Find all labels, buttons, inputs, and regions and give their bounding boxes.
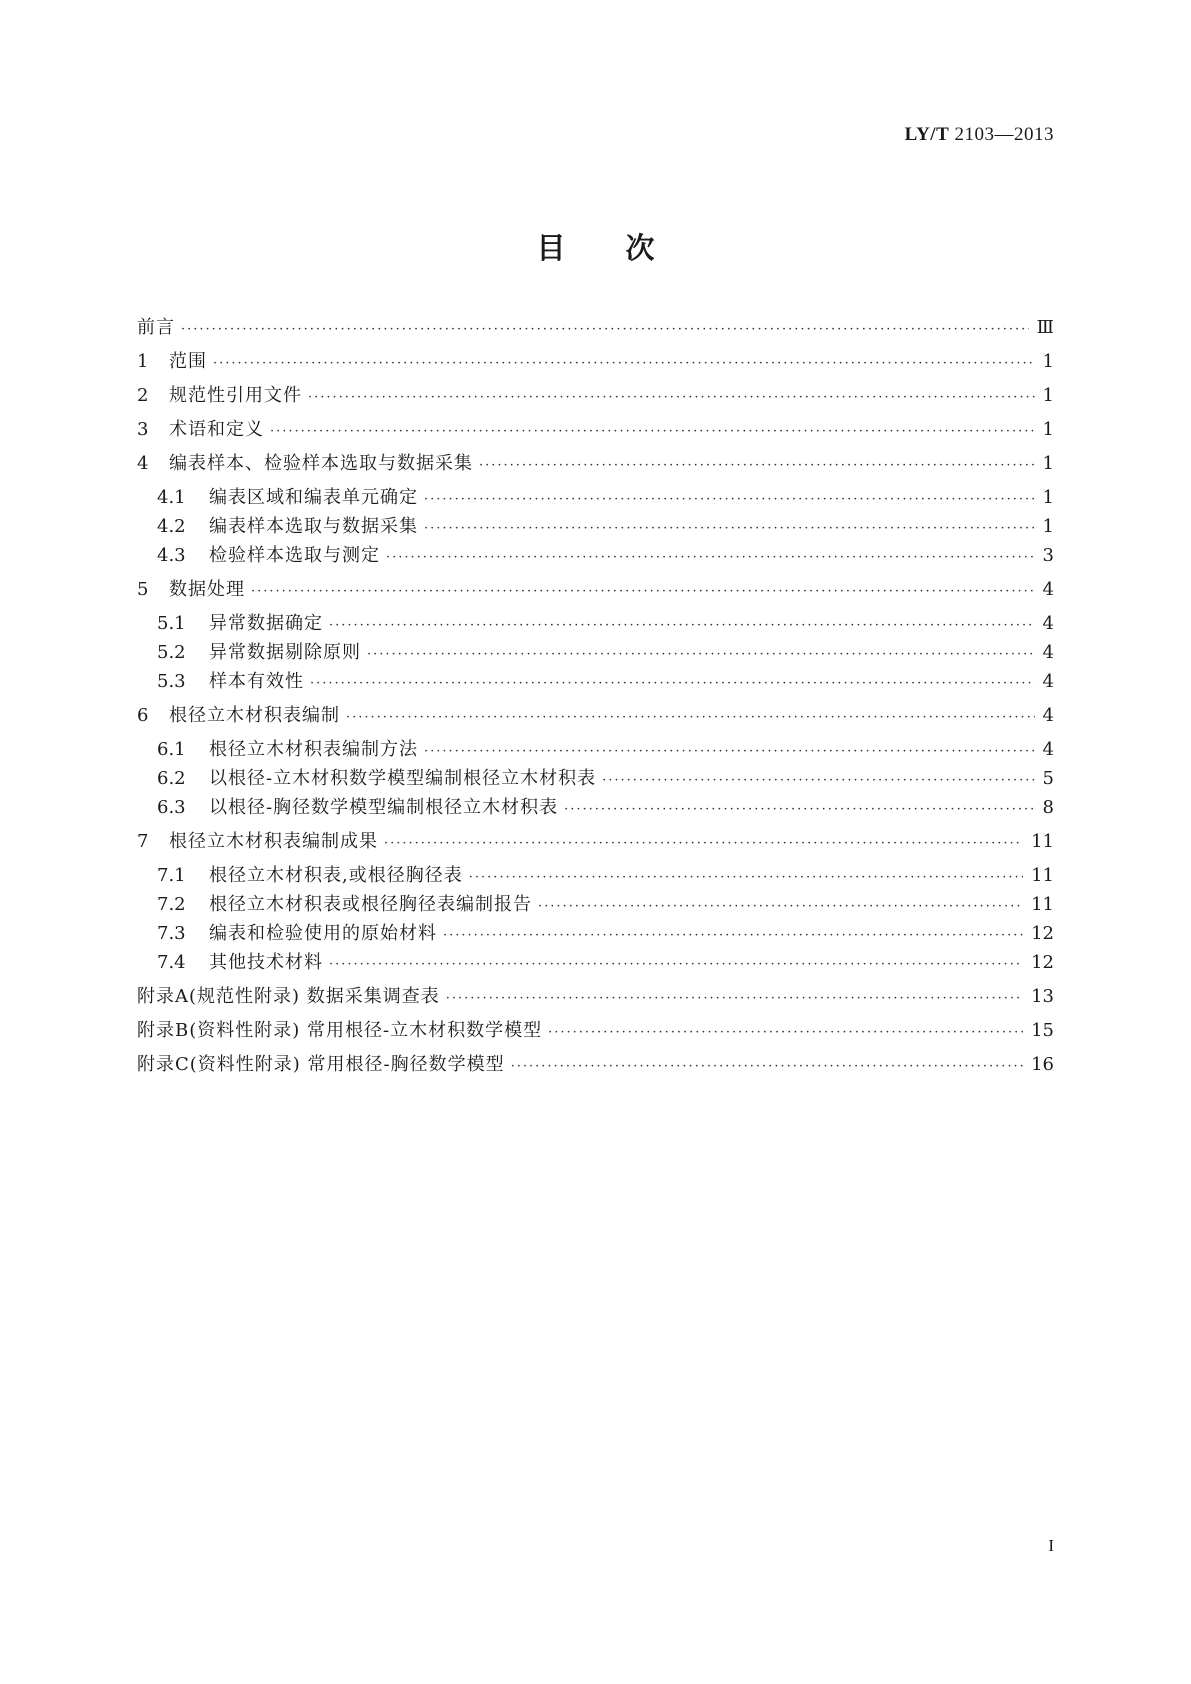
toc-entry-page: 4 [1042, 579, 1054, 600]
toc-entry[interactable] [157, 768, 1054, 792]
toc-entry[interactable] [137, 579, 1054, 603]
dot-leader [424, 489, 1035, 511]
toc-entry[interactable] [157, 923, 1054, 947]
toc-entry-page: 4 [1042, 613, 1054, 634]
toc-entry[interactable] [137, 351, 1054, 375]
toc-entry-number: 7.2 [157, 894, 186, 915]
toc-entry-page: 11 [1031, 894, 1054, 915]
toc-entry[interactable] [137, 705, 1054, 729]
toc-entry[interactable] [157, 642, 1054, 666]
toc-entry-title: 前言 [137, 317, 175, 338]
toc-entry-page: 3 [1042, 545, 1054, 566]
toc-entry[interactable] [157, 545, 1054, 569]
dot-leader [213, 353, 1035, 375]
toc-entry-number: 7.3 [157, 923, 186, 944]
toc-entry-page: 13 [1031, 986, 1054, 1007]
toc-entry-title: 编表样本、检验样本选取与数据采集 [169, 453, 473, 474]
toc-entry[interactable] [137, 385, 1054, 409]
toc-entry-title: 根径立木材积表或根径胸径表编制报告 [209, 894, 532, 915]
dot-leader [548, 1022, 1023, 1044]
toc-entry[interactable] [157, 952, 1054, 976]
toc-entry[interactable] [137, 831, 1054, 855]
dot-leader [346, 707, 1035, 729]
dot-leader [308, 387, 1035, 409]
toc-entry[interactable] [157, 487, 1054, 511]
dot-leader [310, 673, 1035, 695]
toc-entry-page: 11 [1031, 865, 1054, 886]
toc-entry-number: 5.2 [157, 642, 186, 663]
toc-entry-number: 6.3 [157, 797, 186, 818]
page-number: I [1048, 1536, 1054, 1555]
dot-leader [424, 741, 1035, 763]
toc-entry-title: 附录A(规范性附录) 数据采集调查表 [137, 986, 440, 1007]
toc-entry-title: 异常数据剔除原则 [209, 642, 361, 663]
toc-entry[interactable] [157, 516, 1054, 540]
toc-entry-title: 以根径-立木材积数学模型编制根径立木材积表 [209, 768, 597, 789]
toc-entry-page: 11 [1031, 831, 1054, 852]
toc-entry-page: 1 [1042, 516, 1054, 537]
toc-entry-title: 范围 [169, 351, 207, 372]
toc-entry-page: 1 [1042, 453, 1054, 474]
toc-entry[interactable] [157, 671, 1054, 695]
toc-entry-page: 4 [1042, 642, 1054, 663]
toc-entry-title: 根径立木材积表编制 [169, 705, 340, 726]
toc-entry-title: 术语和定义 [169, 419, 264, 440]
toc-entry-title: 异常数据确定 [209, 613, 323, 634]
toc-entry-page: 5 [1042, 768, 1054, 789]
toc-entry-title: 编表和检验使用的原始材料 [209, 923, 437, 944]
page-title: 目次 [536, 231, 715, 265]
document-code-number: 2103—2013 [954, 124, 1054, 145]
toc-entry-title: 根径立木材积表编制成果 [169, 831, 378, 852]
toc-entry[interactable] [157, 865, 1054, 889]
toc-entry-number: 7 [137, 831, 149, 852]
toc-entry-page: 16 [1031, 1054, 1054, 1075]
toc-entry-number: 6.2 [157, 768, 186, 789]
dot-leader [538, 896, 1023, 918]
dot-leader [329, 615, 1035, 637]
toc-entry-number: 6.1 [157, 739, 186, 760]
dot-leader [251, 581, 1035, 603]
toc-entry[interactable] [137, 419, 1054, 443]
toc-entry-page: 15 [1031, 1020, 1054, 1041]
toc-entry[interactable] [137, 453, 1054, 477]
dot-leader [479, 455, 1035, 477]
toc-entry-number: 5 [137, 579, 149, 600]
toc-entry-number: 5.1 [157, 613, 186, 634]
dot-leader [367, 644, 1035, 666]
toc-entry-appendix-c[interactable] [137, 1054, 1054, 1078]
dot-leader [386, 547, 1035, 569]
toc-entry[interactable] [157, 613, 1054, 637]
toc-entry[interactable] [157, 797, 1054, 821]
toc-entry-page: 1 [1042, 385, 1054, 406]
toc-entry-title: 规范性引用文件 [169, 385, 302, 406]
dot-leader [270, 421, 1035, 443]
toc-entry-title: 以根径-胸径数学模型编制根径立木材积表 [209, 797, 559, 818]
toc-entry-page: 1 [1042, 419, 1054, 440]
toc-entry-page: 4 [1042, 705, 1054, 726]
toc-entry-number: 6 [137, 705, 149, 726]
dot-leader [446, 988, 1023, 1010]
document-code-prefix: LY/T [904, 124, 950, 145]
toc-entry-number: 4 [137, 453, 149, 474]
toc-entry-title: 附录B(资料性附录) 常用根径-立木材积数学模型 [137, 1020, 543, 1041]
toc-entry-title: 编表样本选取与数据采集 [209, 516, 418, 537]
toc-entry-appendix-a[interactable] [137, 986, 1054, 1010]
dot-leader [424, 518, 1035, 540]
dot-leader [469, 867, 1023, 889]
dot-leader [511, 1056, 1023, 1078]
toc-entry[interactable] [137, 317, 1054, 341]
toc-entry-title: 附录C(资料性附录) 常用根径-胸径数学模型 [137, 1054, 505, 1075]
dot-leader [443, 925, 1023, 947]
toc-entry-number: 1 [137, 351, 149, 372]
toc-entry-title: 数据处理 [169, 579, 245, 600]
toc-entry-page: 12 [1031, 923, 1054, 944]
dot-leader [602, 770, 1034, 792]
toc-entry-page: Ⅲ [1036, 317, 1054, 338]
toc-entry-number: 4.2 [157, 516, 186, 537]
toc-entry-appendix-b[interactable] [137, 1020, 1054, 1044]
dot-leader [564, 799, 1034, 821]
document-code [905, 124, 1054, 146]
toc-entry[interactable] [157, 894, 1054, 918]
toc-entry[interactable] [157, 739, 1054, 763]
toc-entry-title: 其他技术材料 [209, 952, 323, 973]
toc-entry-number: 4.3 [157, 545, 186, 566]
toc-entry-number: 3 [137, 419, 149, 440]
toc-entry-title: 根径立木材积表,或根径胸径表 [209, 865, 463, 886]
toc-entry-title: 根径立木材积表编制方法 [209, 739, 418, 760]
toc-entry-number: 7.1 [157, 865, 186, 886]
toc-entry-title: 样本有效性 [209, 671, 304, 692]
toc-entry-page: 8 [1042, 797, 1054, 818]
dot-leader [181, 319, 1029, 341]
toc-entry-page: 4 [1042, 671, 1054, 692]
toc-entry-number: 4.1 [157, 487, 186, 508]
toc-entry-number: 2 [137, 385, 149, 406]
toc-entry-page: 1 [1042, 351, 1054, 372]
toc-entry-title: 检验样本选取与测定 [209, 545, 380, 566]
toc-entry-number: 7.4 [157, 952, 186, 973]
toc-entry-title: 编表区域和编表单元确定 [209, 487, 418, 508]
toc-entry-number: 5.3 [157, 671, 186, 692]
toc-entry-page: 12 [1031, 952, 1054, 973]
toc-entry-page: 1 [1042, 487, 1054, 508]
toc-entry-page: 4 [1042, 739, 1054, 760]
dot-leader [329, 954, 1023, 976]
dot-leader [384, 833, 1023, 855]
